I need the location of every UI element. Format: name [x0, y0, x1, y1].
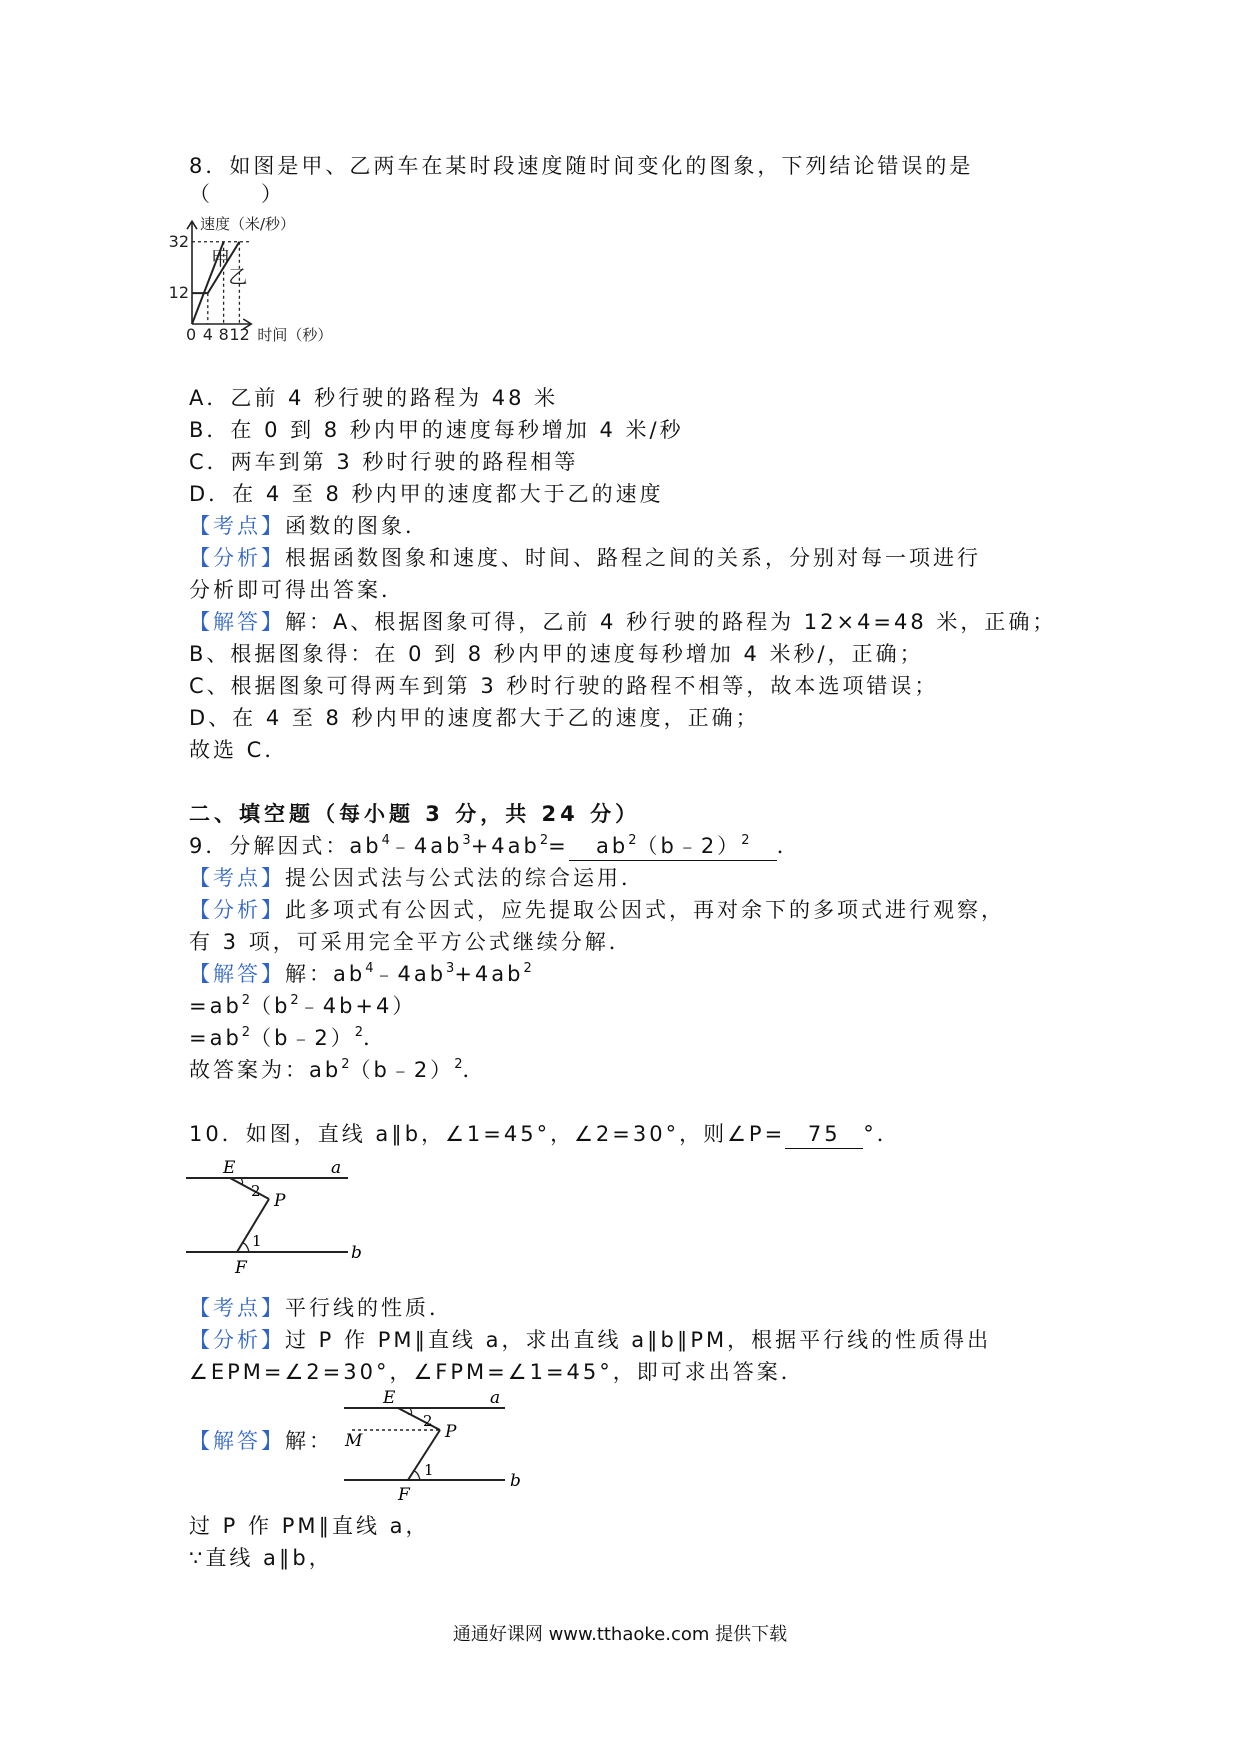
q10-figure-parallel-lines	[183, 1156, 373, 1278]
q9-answer-blank: $ab^2(b﹣2)^2$	[569, 832, 777, 861]
kaodian-tag: 【考点】	[189, 514, 285, 538]
q8-option-c: C．两车到第 3 秒时行驶的路程相等	[189, 450, 579, 474]
label-P: P	[274, 1191, 286, 1211]
label-1: 1	[424, 1461, 434, 1479]
q10-kaodian	[189, 1294, 453, 1322]
x-tick-label: 12	[229, 325, 250, 344]
q8-jieda-d: D、在 4 至 8 秒内甲的速度都大于乙的速度，正确；	[189, 706, 760, 730]
label-P: P	[445, 1422, 457, 1442]
q10-fenxi-cont: ∠EPM=∠2=30°，∠FPM=∠1=45°，即可求出答案．	[189, 1360, 805, 1384]
q9-sol-line-2: $=ab^2(b^2﹣4b+4)$	[189, 993, 417, 1018]
q9-stem-text: 9．分解因式：ab	[189, 834, 382, 858]
q9-answer-a: ab	[596, 834, 629, 858]
q10-answer-blank	[785, 1120, 863, 1149]
jieda-tag: 【解答】	[189, 1429, 285, 1453]
q9-answer-b: （b﹣2）	[636, 834, 742, 858]
x-tick-label: 8	[218, 325, 229, 344]
y-tick-label: 12	[168, 283, 189, 303]
q8-jieda-conclusion: 故选 C．	[189, 738, 289, 762]
q9-fenxi-cont: 有 3 项，可采用完全平方公式继续分解．	[189, 930, 633, 954]
label-b: b	[351, 1243, 362, 1263]
label-E: E	[223, 1158, 236, 1178]
q8-option-d: D．在 4 至 8 秒内甲的速度都大于乙的速度	[189, 482, 664, 506]
q8-jieda-c: C、根据图象可得两车到第 3 秒时行驶的路程不相等，故本选项错误；	[189, 674, 939, 698]
q9-sol-line-3: $=ab^2(b﹣2)^2$．	[189, 1025, 388, 1050]
q8-jieda-b: B、根据图象得：在 0 到 8 秒内甲的速度每秒增加 4 米秒/，正确；	[189, 642, 924, 666]
q10-stem-text: 10．如图，直线 a∥b，∠1=45°，∠2=30°，则∠P=	[189, 1122, 786, 1146]
q10-fenxi	[189, 1326, 991, 1354]
q9-fenxi	[189, 896, 1005, 924]
label-F: F	[235, 1258, 247, 1278]
q8-speed-time-chart	[168, 206, 500, 378]
label-M: M	[345, 1431, 363, 1451]
q10-stem	[189, 1120, 901, 1149]
q8-answer-paren: （ ）	[189, 182, 285, 206]
footer-download-note: 通通好课网 www.tthaoke.com 提供下载	[452, 1624, 788, 1645]
label-b: b	[510, 1471, 521, 1491]
label-2: 2	[251, 1182, 261, 1200]
kaodian-text: 平行线的性质．	[285, 1296, 453, 1320]
label-2: 2	[423, 1412, 433, 1430]
x-tick-label: 4	[202, 325, 213, 344]
q8-fenxi-cont: 分析即可得出答案．	[189, 578, 405, 602]
q10-jieda	[189, 1427, 333, 1455]
q9-sol-4: 故答案为：ab	[189, 1058, 342, 1082]
q9-sol-1: 解：ab	[285, 962, 366, 986]
q9-stem: 9．分解因式：$ab^4﹣4ab^3+4ab^2=$ $ab^2(b﹣2)^2$ ．	[189, 832, 801, 861]
kaodian-tag: 【考点】	[189, 866, 285, 890]
q8-jieda	[189, 608, 1056, 636]
series-label-2: 乙	[228, 265, 248, 288]
fenxi-tag: 【分析】	[189, 1328, 285, 1352]
y-tick-label: 32	[168, 231, 189, 251]
fenxi-tag: 【分析】	[189, 898, 285, 922]
section2-heading: 二、填空题（每小题 3 分，共 24 分）	[189, 802, 641, 826]
q10-tail: °．	[863, 1122, 901, 1146]
q10-solution-figure	[340, 1388, 530, 1506]
q8-kaodian	[189, 512, 429, 540]
q10-sol-line-2: ∵直线 a∥b，	[189, 1546, 333, 1570]
q10-answer: 75	[807, 1122, 841, 1146]
jieda-lead: 解：	[285, 1429, 333, 1453]
q9-sol-2: =ab	[189, 994, 242, 1018]
fenxi-text: 过 P 作 PM∥直线 a，求出直线 a∥b∥PM，根据平行线的性质得出	[285, 1328, 992, 1352]
series-label-1: 甲	[210, 247, 230, 270]
label-1: 1	[252, 1232, 262, 1250]
q8-stem: 8．如图是甲、乙两车在某时段速度随时间变化的图象，下列结论错误的是	[189, 154, 974, 178]
q9-jieda: 【解答】解：$ab^4﹣4ab^3+4ab^2$	[189, 961, 532, 986]
kaodian-tag: 【考点】	[189, 1296, 285, 1320]
label-E: E	[383, 1388, 396, 1408]
jieda-tag: 【解答】	[189, 610, 285, 634]
label-F: F	[398, 1485, 410, 1505]
fenxi-text: 根据函数图象和速度、时间、路程之间的关系，分别对每一项进行	[285, 546, 981, 570]
fenxi-tag: 【分析】	[189, 546, 285, 570]
y-axis-title: 速度（米/秒）	[200, 215, 296, 234]
x-tick-label: 0	[186, 325, 197, 344]
q10-sol-line-1: 过 P 作 PM∥直线 a，	[189, 1514, 430, 1538]
x-axis-title: 时间（秒）	[257, 326, 333, 344]
kaodian-text: 提公因式法与公式法的综合运用．	[285, 866, 645, 890]
q8-option-b: B．在 0 到 8 秒内甲的速度每秒增加 4 米/秒	[189, 418, 684, 442]
q8-fenxi	[189, 544, 981, 572]
jieda-text: 解：A、根据图象可得，乙前 4 秒行驶的路程为 12×4=48 米，正确；	[285, 610, 1057, 634]
jieda-tag: 【解答】	[189, 962, 285, 986]
kaodian-text: 函数的图象．	[285, 514, 429, 538]
fenxi-text: 此多项式有公因式，应先提取公因式，再对余下的多项式进行观察，	[285, 898, 1005, 922]
label-a: a	[331, 1158, 342, 1178]
label-a: a	[490, 1388, 501, 1408]
q9-kaodian	[189, 864, 645, 892]
q9-sol-3: =ab	[189, 1026, 242, 1050]
q8-option-a: A．乙前 4 秒行驶的路程为 48 米	[189, 386, 559, 410]
q9-sol-line-4: 故答案为：$ab^2(b﹣2)^2$．	[189, 1057, 487, 1082]
